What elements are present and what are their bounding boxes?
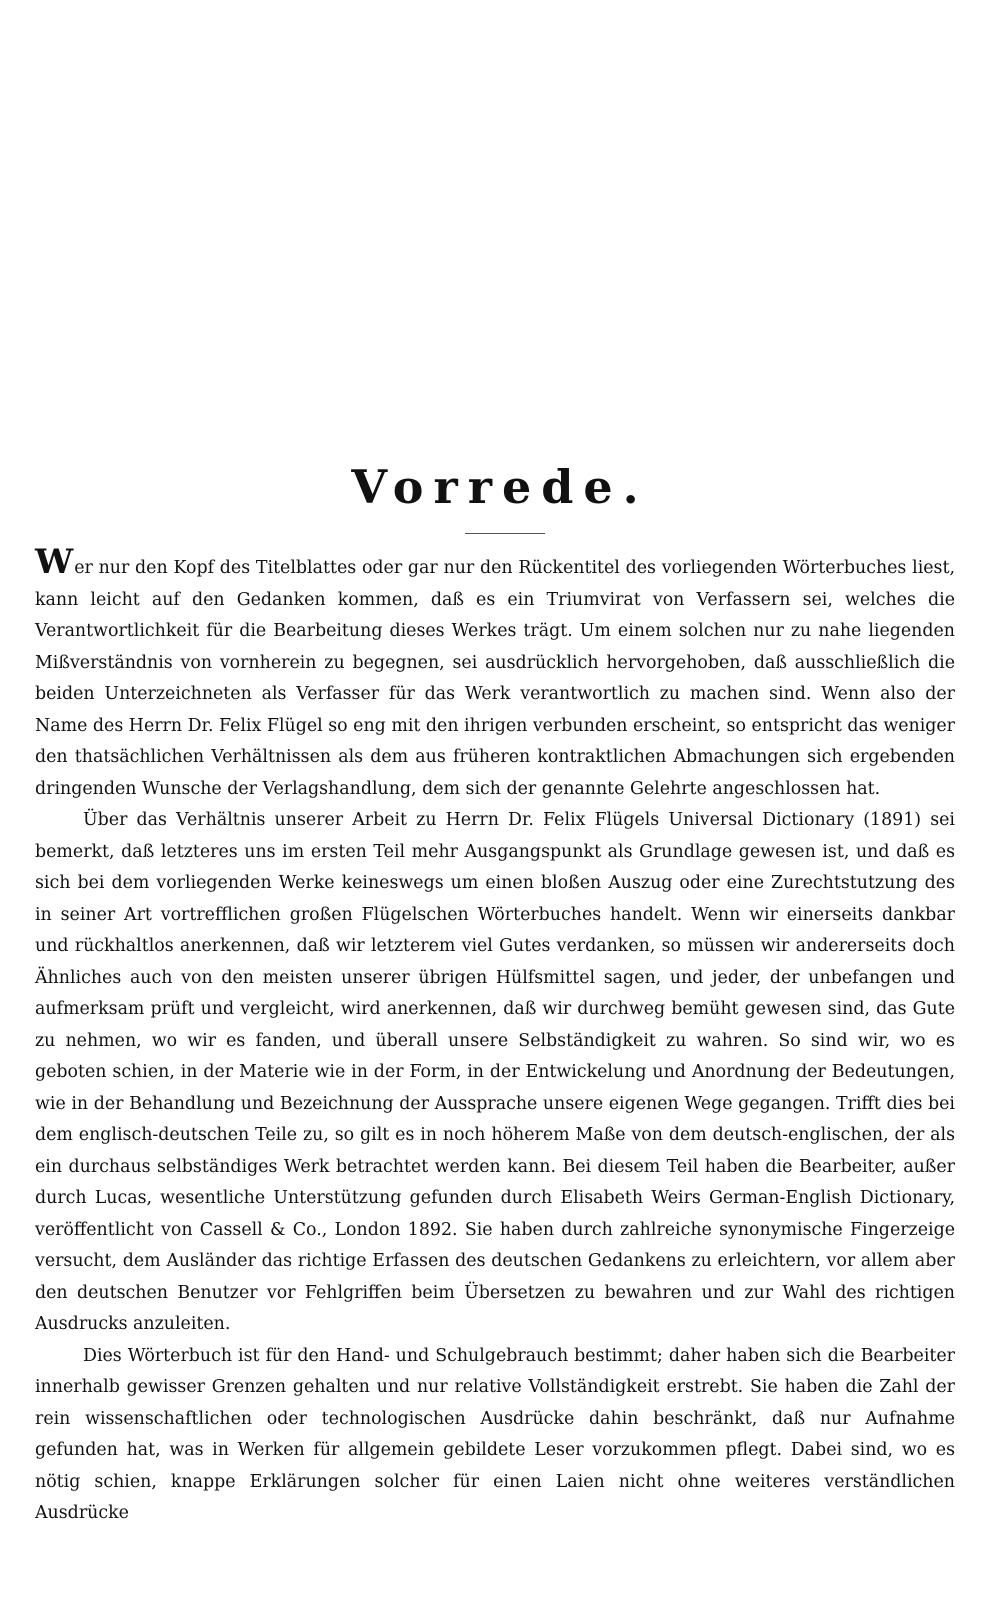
preface-body (35, 542, 955, 1530)
paragraph-2: Über das Verhältnis unserer Arbeit zu Herrn Dr. Felix Flügels Universal Dictionary (1891) sei bemerkt, daß letzteres uns im ersten Teil mehr Ausgangspunkt als Grundlage gewesen ist, und daß es sich bei dem vorliegenden Werke keineswegs um einen bloßen Auszug oder eine Zurechtstutzung des in seiner Art vortrefflichen großen Flügelschen Wörterbuches handelt. Wenn wir einerseits dankbar und rückhaltlos anerkennen, daß wir letzterem viel Gutes verdanken, so müssen wir andererseits doch Ähnliches auch von den meisten unserer übrigen Hülfsmittel sagen, und jeder, der unbefangen und aufmerksam prüft und vergleicht, wird anerkennen, daß wir durchweg bemüht gewesen sind, das Gute zu nehmen, wo wir es fanden, und überall unsere Selbständigkeit zu wahren. So sind wir, wo es geboten schien, in der Materie wie in der Form, in der Entwickelung und Anordnung der Bedeutungen, wie in der Behandlung und Bezeichnung der Aussprache unsere eigenen Wege gegangen. Trifft dies bei dem englisch-deutschen Teile zu, so gilt es in noch höherem Maße von dem deutsch-englischen, der als ein durchaus selbständiges Werk betrachtet werden kann. Bei diesem Teil haben die Bearbeiter, außer durch Lucas, wesentliche Unterstützung gefunden durch Elisabeth Weirs German-English Dictionary, veröffentlicht von Cassell & Co., London 1892. Sie haben durch zahlreiche synonymische Fingerzeige versucht, dem Ausländer das richtige Erfassen des deutschen Gedankens zu erleichtern, vor allem aber den deutschen Benutzer vor Fehlgriffen beim Übersetzen zu bewahren und zur Wahl des richtigen Ausdrucks anzuleiten. (35, 810, 955, 1334)
page-title: Vorrede. (351, 460, 649, 514)
paragraph-1 (35, 542, 955, 805)
title-divider (465, 533, 545, 534)
drop-cap-initial: W (35, 542, 74, 582)
paragraph-3: Dies Wörterbuch ist für den Hand- und Schulgebrauch bestimmt; daher haben sich die Bearbeiter innerhalb gewisser Grenzen gehalten und nur relative Vollständigkeit erstrebt. Sie haben die Zahl der rein wissenschaftlichen oder technologischen Ausdrücke dahin beschränkt, daß nur Aufnahme gefunden hat, was in Werken für allgemein gebildete Leser vorzukommen pflegt. Dabei sind, wo es nötig schien, knappe Erklärungen solcher für einen Laien nicht ohne weiteres verständlichen Ausdrücke (35, 1345, 955, 1523)
paragraph-1-text: er nur den Kopf des Titelblattes oder gar nur den Rückentitel des vorliegenden Wörterbuches liest, kann leicht auf den Gedanken kommen, daß es ein Triumvirat von Verfassern sei, welches die Verantwortlichkeit für die Bearbeitung dieses Werkes trägt. Um einem solchen nur zu nahe liegenden Mißverständnis von vornherein zu begegnen, sei ausdrücklich hervorgehoben, daß ausschließlich die beiden Unterzeichneten als Verfasser für das Werk verantwortlich zu machen sind. Wenn also der Name des Herrn Dr. Felix Flügel so eng mit den ihrigen verbunden erscheint, so entspricht das weniger den thatsächlichen Verhältnissen als dem aus früheren kontraktlichen Abmachungen sich ergebenden dringenden Wunsche der Verlagshandlung, dem sich der genannte Gelehrte angeschlossen hat. (35, 558, 955, 799)
